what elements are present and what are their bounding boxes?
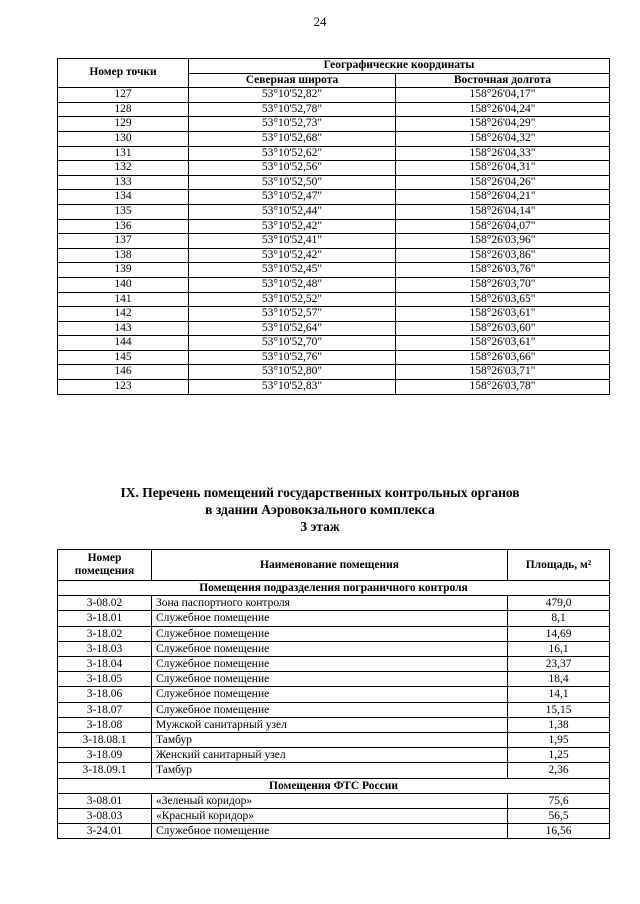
- table-row: [58, 175, 610, 190]
- table-row: [58, 626, 610, 641]
- area-cell: 18,4: [508, 672, 610, 687]
- table-row: [58, 672, 610, 687]
- north-lat-cell: 53°10'52,68": [189, 131, 396, 146]
- north-lat-cell: 53°10'52,73": [189, 117, 396, 132]
- geo-coords-header: Географические координаты: [189, 59, 610, 74]
- point-number-cell: 138: [58, 248, 189, 263]
- area-cell: 14,1: [508, 687, 610, 702]
- section-heading-line2: в здании Аэровокзального комплекса: [205, 502, 435, 517]
- room-number-cell: 3-08.02: [58, 596, 152, 611]
- table-row: [58, 641, 610, 656]
- north-lat-cell: 53°10'52,76": [189, 350, 396, 365]
- room-name-cell: Женский санитарный узел: [152, 748, 508, 763]
- point-number-cell: 127: [58, 88, 189, 103]
- east-lon-cell: 158°26'04,24": [396, 102, 610, 117]
- room-name-header: Наименование помещения: [152, 550, 508, 581]
- east-lon-cell: 158°26'03,66": [396, 350, 610, 365]
- room-name-cell: Тамбур: [152, 733, 508, 748]
- table-row: [58, 204, 610, 219]
- north-lat-cell: 53°10'52,52": [189, 292, 396, 307]
- room-number-cell: 3-18.06: [58, 687, 152, 702]
- area-cell: 1,95: [508, 733, 610, 748]
- table-row: [58, 687, 610, 702]
- point-number-cell: 134: [58, 190, 189, 205]
- table-row: [58, 702, 610, 717]
- table-row: [58, 131, 610, 146]
- room-name-cell: «Красный коридор»: [152, 809, 508, 824]
- point-number-cell: 136: [58, 219, 189, 234]
- north-lat-cell: 53°10'52,48": [189, 277, 396, 292]
- east-lon-cell: 158°26'04,29": [396, 117, 610, 132]
- point-number-cell: 145: [58, 350, 189, 365]
- east-lon-cell: 158°26'03,61": [396, 336, 610, 351]
- point-number-header: Номер точки: [58, 59, 189, 88]
- north-lat-cell: 53°10'52,42": [189, 248, 396, 263]
- point-number-cell: 129: [58, 117, 189, 132]
- north-lat-cell: 53°10'52,44": [189, 204, 396, 219]
- rooms-body: [58, 581, 610, 839]
- table-row: [58, 248, 610, 263]
- table-row: [58, 809, 610, 824]
- area-cell: 15,15: [508, 702, 610, 717]
- room-name-cell: Мужской санитарный узел: [152, 717, 508, 732]
- table-row: [58, 657, 610, 672]
- table-row: [58, 365, 610, 380]
- group-row: [58, 778, 610, 793]
- east-lon-cell: 158°26'04,33": [396, 146, 610, 161]
- room-number-cell: 3-18.03: [58, 641, 152, 656]
- table-row: [58, 263, 610, 278]
- room-name-cell: Служебное помещение: [152, 657, 508, 672]
- east-lon-cell: 158°26'03,60": [396, 321, 610, 336]
- table-row: [58, 234, 610, 249]
- north-lat-cell: 53°10'52,62": [189, 146, 396, 161]
- east-lon-cell: 158°26'03,65": [396, 292, 610, 307]
- point-number-cell: 146: [58, 365, 189, 380]
- room-number-cell: 3-08.01: [58, 793, 152, 808]
- north-lat-cell: 53°10'52,42": [189, 219, 396, 234]
- table-row: [58, 146, 610, 161]
- table-row: [58, 350, 610, 365]
- room-name-cell: Служебное помещение: [152, 687, 508, 702]
- point-number-cell: 139: [58, 263, 189, 278]
- section-heading: [0, 484, 640, 535]
- table-row: [58, 336, 610, 351]
- point-number-cell: 137: [58, 234, 189, 249]
- point-number-cell: 143: [58, 321, 189, 336]
- north-lat-cell: 53°10'52,45": [189, 263, 396, 278]
- table-row: [58, 219, 610, 234]
- room-number-cell: 3-18.05: [58, 672, 152, 687]
- coordinates-table: [57, 58, 610, 395]
- rooms-table: [57, 549, 610, 839]
- table-row: [58, 824, 610, 839]
- north-lat-cell: 53°10'52,47": [189, 190, 396, 205]
- point-number-cell: 142: [58, 307, 189, 322]
- point-number-cell: 135: [58, 204, 189, 219]
- area-header: Площадь, м²: [508, 550, 610, 581]
- point-number-cell: 130: [58, 131, 189, 146]
- table-row: [58, 748, 610, 763]
- room-number-cell: 3-18.08: [58, 717, 152, 732]
- east-lon-cell: 158°26'03,76": [396, 263, 610, 278]
- group-row: [58, 581, 610, 596]
- room-number-cell: 3-18.08.1: [58, 733, 152, 748]
- table-row: [58, 117, 610, 132]
- table-row: [58, 88, 610, 103]
- table-row: [58, 277, 610, 292]
- east-lon-cell: 158°26'03,71": [396, 365, 610, 380]
- area-cell: 23,37: [508, 657, 610, 672]
- north-lat-header: Северная широта: [189, 73, 396, 88]
- room-name-cell: Служебное помещение: [152, 672, 508, 687]
- room-name-cell: Зона паспортного контроля: [152, 596, 508, 611]
- room-name-cell: Служебное помещение: [152, 824, 508, 839]
- east-lon-cell: 158°26'04,21": [396, 190, 610, 205]
- east-lon-header: Восточная долгота: [396, 73, 610, 88]
- room-name-cell: Служебное помещение: [152, 702, 508, 717]
- north-lat-cell: 53°10'52,41": [189, 234, 396, 249]
- table-row: [58, 292, 610, 307]
- area-cell: 14,69: [508, 626, 610, 641]
- table-row: [58, 793, 610, 808]
- room-name-cell: Служебное помещение: [152, 641, 508, 656]
- section-heading-line1: IX. Перечень помещений государственных контрольных органов: [120, 485, 520, 500]
- north-lat-cell: 53°10'52,50": [189, 175, 396, 190]
- north-lat-cell: 53°10'52,80": [189, 365, 396, 380]
- area-cell: 2,36: [508, 763, 610, 778]
- north-lat-cell: 53°10'52,78": [189, 102, 396, 117]
- east-lon-cell: 158°26'03,96": [396, 234, 610, 249]
- east-lon-cell: 158°26'04,26": [396, 175, 610, 190]
- area-cell: 1,25: [508, 748, 610, 763]
- room-name-cell: Служебное помещение: [152, 611, 508, 626]
- table-row: [58, 763, 610, 778]
- east-lon-cell: 158°26'03,86": [396, 248, 610, 263]
- area-cell: 56,5: [508, 809, 610, 824]
- east-lon-cell: 158°26'04,17": [396, 88, 610, 103]
- page-number: 24: [313, 14, 327, 29]
- table-row: [58, 102, 610, 117]
- room-number-cell: 3-24.01: [58, 824, 152, 839]
- room-name-cell: «Зеленый коридор»: [152, 793, 508, 808]
- point-number-cell: 144: [58, 336, 189, 351]
- area-cell: 75,6: [508, 793, 610, 808]
- table-row: [58, 733, 610, 748]
- group-title: Помещения ФТС России: [58, 778, 610, 793]
- room-number-cell: 3-18.07: [58, 702, 152, 717]
- coordinates-body: [58, 88, 610, 394]
- table-row: [58, 717, 610, 732]
- north-lat-cell: 53°10'52,82": [189, 88, 396, 103]
- point-number-cell: 128: [58, 102, 189, 117]
- north-lat-cell: 53°10'52,83": [189, 380, 396, 395]
- room-number-cell: 3-18.01: [58, 611, 152, 626]
- room-number-header: Номер помещения: [58, 550, 152, 581]
- room-number-cell: 3-18.02: [58, 626, 152, 641]
- point-number-cell: 141: [58, 292, 189, 307]
- east-lon-cell: 158°26'04,14": [396, 204, 610, 219]
- room-number-cell: 3-08.03: [58, 809, 152, 824]
- east-lon-cell: 158°26'04,32": [396, 131, 610, 146]
- north-lat-cell: 53°10'52,57": [189, 307, 396, 322]
- room-name-cell: Служебное помещение: [152, 626, 508, 641]
- table-row: [58, 321, 610, 336]
- north-lat-cell: 53°10'52,64": [189, 321, 396, 336]
- area-cell: 8,1: [508, 611, 610, 626]
- area-cell: 16,1: [508, 641, 610, 656]
- east-lon-cell: 158°26'03,61": [396, 307, 610, 322]
- area-cell: 1,38: [508, 717, 610, 732]
- table-row: [58, 307, 610, 322]
- room-number-cell: 3-18.04: [58, 657, 152, 672]
- east-lon-cell: 158°26'04,07": [396, 219, 610, 234]
- east-lon-cell: 158°26'04,31": [396, 161, 610, 176]
- room-number-cell: 3-18.09.1: [58, 763, 152, 778]
- room-number-cell: 3-18.09: [58, 748, 152, 763]
- group-title: Помещения подразделения пограничного контроля: [58, 581, 610, 596]
- point-number-cell: 131: [58, 146, 189, 161]
- table-row: [58, 380, 610, 395]
- east-lon-cell: 158°26'03,78": [396, 380, 610, 395]
- north-lat-cell: 53°10'52,56": [189, 161, 396, 176]
- area-cell: 479,0: [508, 596, 610, 611]
- east-lon-cell: 158°26'03,70": [396, 277, 610, 292]
- point-number-cell: 133: [58, 175, 189, 190]
- table-row: [58, 161, 610, 176]
- point-number-cell: 132: [58, 161, 189, 176]
- table-row: [58, 190, 610, 205]
- table-row: [58, 596, 610, 611]
- section-heading-line3: 3 этаж: [300, 519, 340, 534]
- table-row: [58, 611, 610, 626]
- point-number-cell: 123: [58, 380, 189, 395]
- north-lat-cell: 53°10'52,70": [189, 336, 396, 351]
- point-number-cell: 140: [58, 277, 189, 292]
- room-name-cell: Тамбур: [152, 763, 508, 778]
- area-cell: 16,56: [508, 824, 610, 839]
